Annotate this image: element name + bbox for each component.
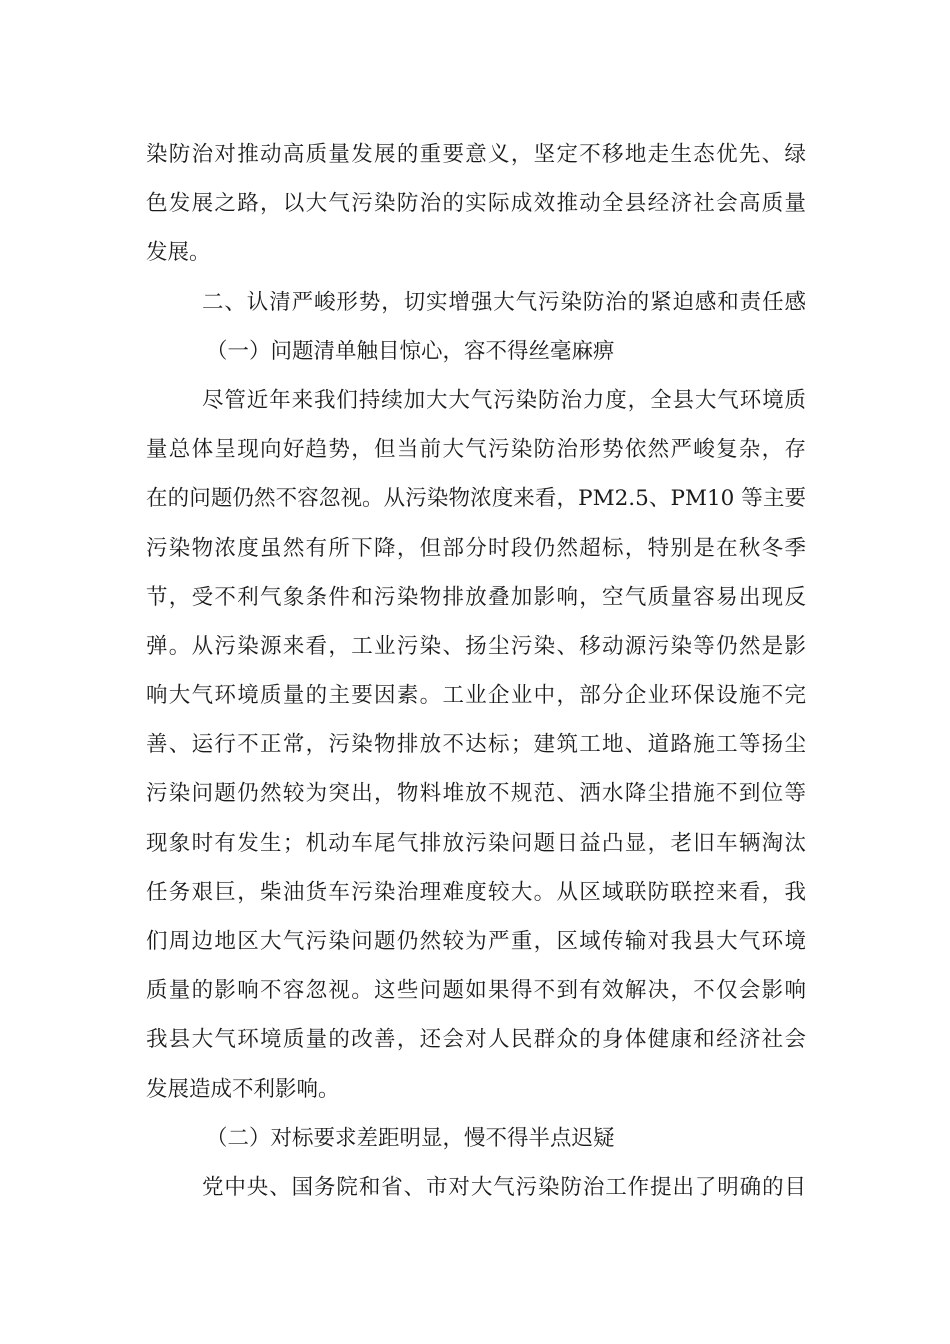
- text-line: 尽管近年来我们持续加大大气污染防治力度，全县大气环境质: [202, 387, 806, 413]
- text-line: 节，受不利气象条件和污染物排放叠加影响，空气质量容易出现反: [146, 584, 806, 610]
- document-body: [146, 130, 806, 1212]
- text-line: 善、运行不正常，污染物排放不达标；建筑工地、道路施工等扬尘: [146, 732, 806, 758]
- subsection-heading-text: （二）对标要求差距明显，慢不得半点迟疑: [206, 1125, 615, 1151]
- subsection-heading: [146, 327, 806, 376]
- paragraph-continuation: [146, 130, 806, 278]
- section-heading: [146, 278, 806, 327]
- text-line: 弹。从污染源来看，工业污染、扬尘污染、移动源污染等仍然是影: [146, 633, 806, 659]
- text-line: 发展造成不利影响。: [146, 1076, 340, 1102]
- text-line: 污染问题仍然较为突出，物料堆放不规范、洒水降尘措施不到位等: [146, 781, 806, 807]
- paragraph-body: [146, 376, 806, 1114]
- text-line: 们周边地区大气污染问题仍然较为严重，区域传输对我县大气环境: [146, 929, 806, 954]
- section-heading-text: 二、认清严峻形势，切实增强大气污染防治的紧迫感和责任感: [202, 289, 806, 315]
- text-line: 党中央、国务院和省、市对大气污染防治工作提出了明确的目: [202, 1174, 806, 1200]
- subsection-heading: [146, 1114, 806, 1163]
- text-line: 我县大气环境质量的改善，还会对人民群众的身体健康和经济社会: [146, 1027, 806, 1053]
- text-line: 发展。: [146, 240, 211, 266]
- text-line: 色发展之路，以大气污染防治的实际成效推动全县经济社会高质量: [146, 191, 806, 217]
- text-line: 质量的影响不容忽视。这些问题如果得不到有效解决，不仅会影响: [146, 978, 806, 1004]
- text-line: 现象时有发生；机动车尾气排放污染问题日益凸显，老旧车辆淘汰: [146, 830, 806, 856]
- text-line: 响大气环境质量的主要因素。工业企业中，部分企业环保设施不完: [146, 683, 806, 709]
- text-line: 量总体呈现向好趋势，但当前大气污染防治形势依然严峻复杂，存: [146, 437, 806, 463]
- text-line: 污染物浓度虽然有所下降，但部分时段仍然超标，特别是在秋冬季: [146, 535, 806, 561]
- paragraph-body: [146, 1163, 806, 1212]
- subsection-heading-text: （一）问题清单触目惊心，容不得丝毫麻痹: [206, 338, 615, 364]
- text-line: 任务艰巨，柴油货车污染治理难度较大。从区域联防联控来看，我: [146, 879, 806, 905]
- text-line: 染防治对推动高质量发展的重要意义，坚定不移地走生态优先、绿: [146, 142, 806, 167]
- text-line: 在的问题仍然不容忽视。从污染物浓度来看，PM2.5、PM10 等主要: [146, 486, 806, 512]
